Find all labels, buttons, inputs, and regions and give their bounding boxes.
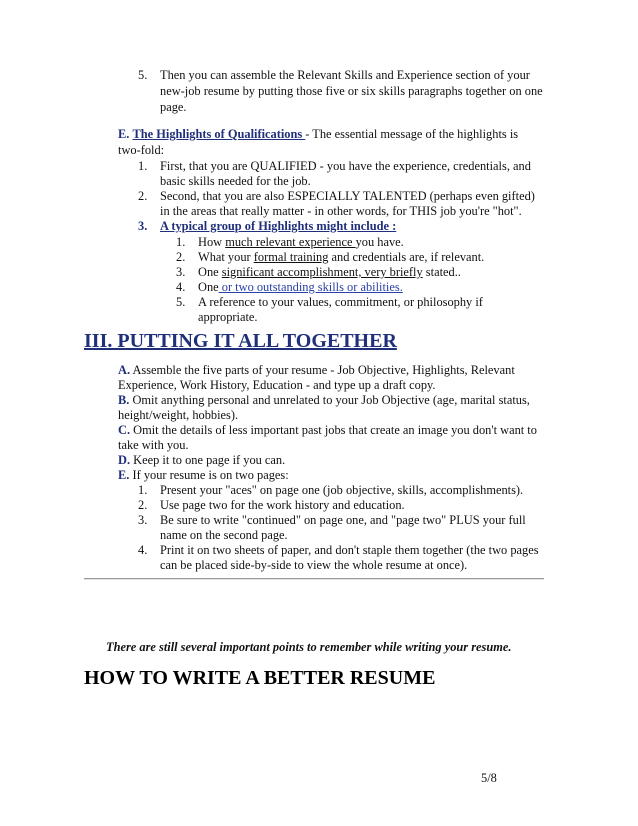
text-post: you have. [355,235,404,249]
list-item-text: Second, that you are also ESPECIALLY TALENTED (perhaps even gifted) [160,189,535,203]
section-letter: E. [118,127,130,141]
horizontal-divider [84,578,544,580]
para-text: Omit anything personal and unrelated to your Job Objective (age, marital status, [129,393,530,407]
list-item-text [198,250,484,265]
section-e-heading [118,127,518,142]
para-letter: D. [118,453,131,467]
para-letter: E. [118,468,130,482]
para-text: Assemble the five parts of your resume - Job Objective, Highlights, Relevant [130,363,515,377]
list-item-text: page. [160,100,187,114]
para-text: Experience, Work History, Education - and type up a draft copy. [118,378,436,392]
list-number: 3. [138,513,148,527]
para-text: Omit the details of less important past jobs that create an image you don't want to [130,423,537,437]
list-number: 1. [176,235,186,249]
list-item-text: basic skills needed for the job. [160,174,311,188]
list-item-text: appropriate. [198,310,258,324]
page-number: 5/8 [481,771,497,785]
list-item-text [198,265,461,280]
para-text: height/weight, hobbies). [118,408,239,422]
para-letter: C. [118,423,131,437]
list-item-text: Print it on two sheets of paper, and don't staple them together (the two pages [160,543,539,557]
list-item-text: Be sure to write "continued" on page one, and "page two" PLUS your full [160,513,526,527]
text-pre: What your [198,250,254,264]
text-pre: One [198,265,222,279]
list-number: 2. [138,189,148,203]
list-number: 2. [138,498,148,512]
paragraph-e [118,468,289,483]
list-item-text [198,280,403,295]
list-number: 3. [138,219,148,233]
list-number: 3. [176,265,186,279]
list-item-text: Then you can assemble the Relevant Skills and Experience section of your [160,68,530,82]
section-title-link[interactable]: The Highlights of Qualifications [132,127,306,141]
section-text: - The essential message of the highlights is [305,127,519,141]
list-number: 4. [138,543,148,557]
list-item-text: new-job resume by putting those five or six skills paragraphs together on one [160,84,543,98]
list-item-text: in the areas that really matter - in other words, for THIS job you're "hot". [160,204,522,218]
list-number: 1. [138,483,148,497]
note-text: There are still several important points to remember while writing your resume. [106,640,512,654]
highlights-link[interactable]: A typical group of Highlights might include : [160,219,397,233]
inline-link[interactable]: or two outstanding skills or abilities. [218,280,403,294]
page-heading: HOW TO WRITE A BETTER RESUME [84,667,436,689]
text-pre: One [198,280,219,294]
list-number: 4. [176,280,186,294]
list-number: 5. [176,295,186,309]
para-text: If your resume is on two pages: [129,468,289,482]
text-post: stated.. [422,265,461,279]
list-number: 5. [138,68,148,82]
paragraph-a [118,363,515,378]
paragraph-c [118,423,537,438]
paragraph-b [118,393,530,408]
list-number: 2. [176,250,186,264]
list-item-text [198,235,404,250]
inline-link[interactable]: significant accomplishment, very briefly [221,265,423,279]
text-pre: How [198,235,226,249]
para-text: take with you. [118,438,189,452]
para-letter: B. [118,393,130,407]
list-item-text: can be placed side-by-side to view the whole resume at once). [160,558,468,572]
text-post: and credentials are, if relevant. [328,250,485,264]
section-heading: III. PUTTING IT ALL TOGETHER [84,330,397,352]
para-letter: A. [118,363,131,377]
list-item-text: First, that you are QUALIFIED - you have the experience, credentials, and [160,159,531,173]
list-item-text: Present your "aces" on page one (job objective, skills, accomplishments). [160,483,524,497]
inline-link[interactable]: formal training [253,250,329,264]
inline-link[interactable]: much relevant experience [225,235,356,249]
list-item-text: Use page two for the work history and education. [160,498,405,512]
section-text: two-fold: [118,143,165,157]
list-item-text: name on the second page. [160,528,288,542]
para-text: Keep it to one page if you can. [130,453,286,467]
list-item-text: A reference to your values, commitment, or philosophy if [198,295,483,309]
paragraph-d [118,453,285,468]
list-number: 1. [138,159,148,173]
